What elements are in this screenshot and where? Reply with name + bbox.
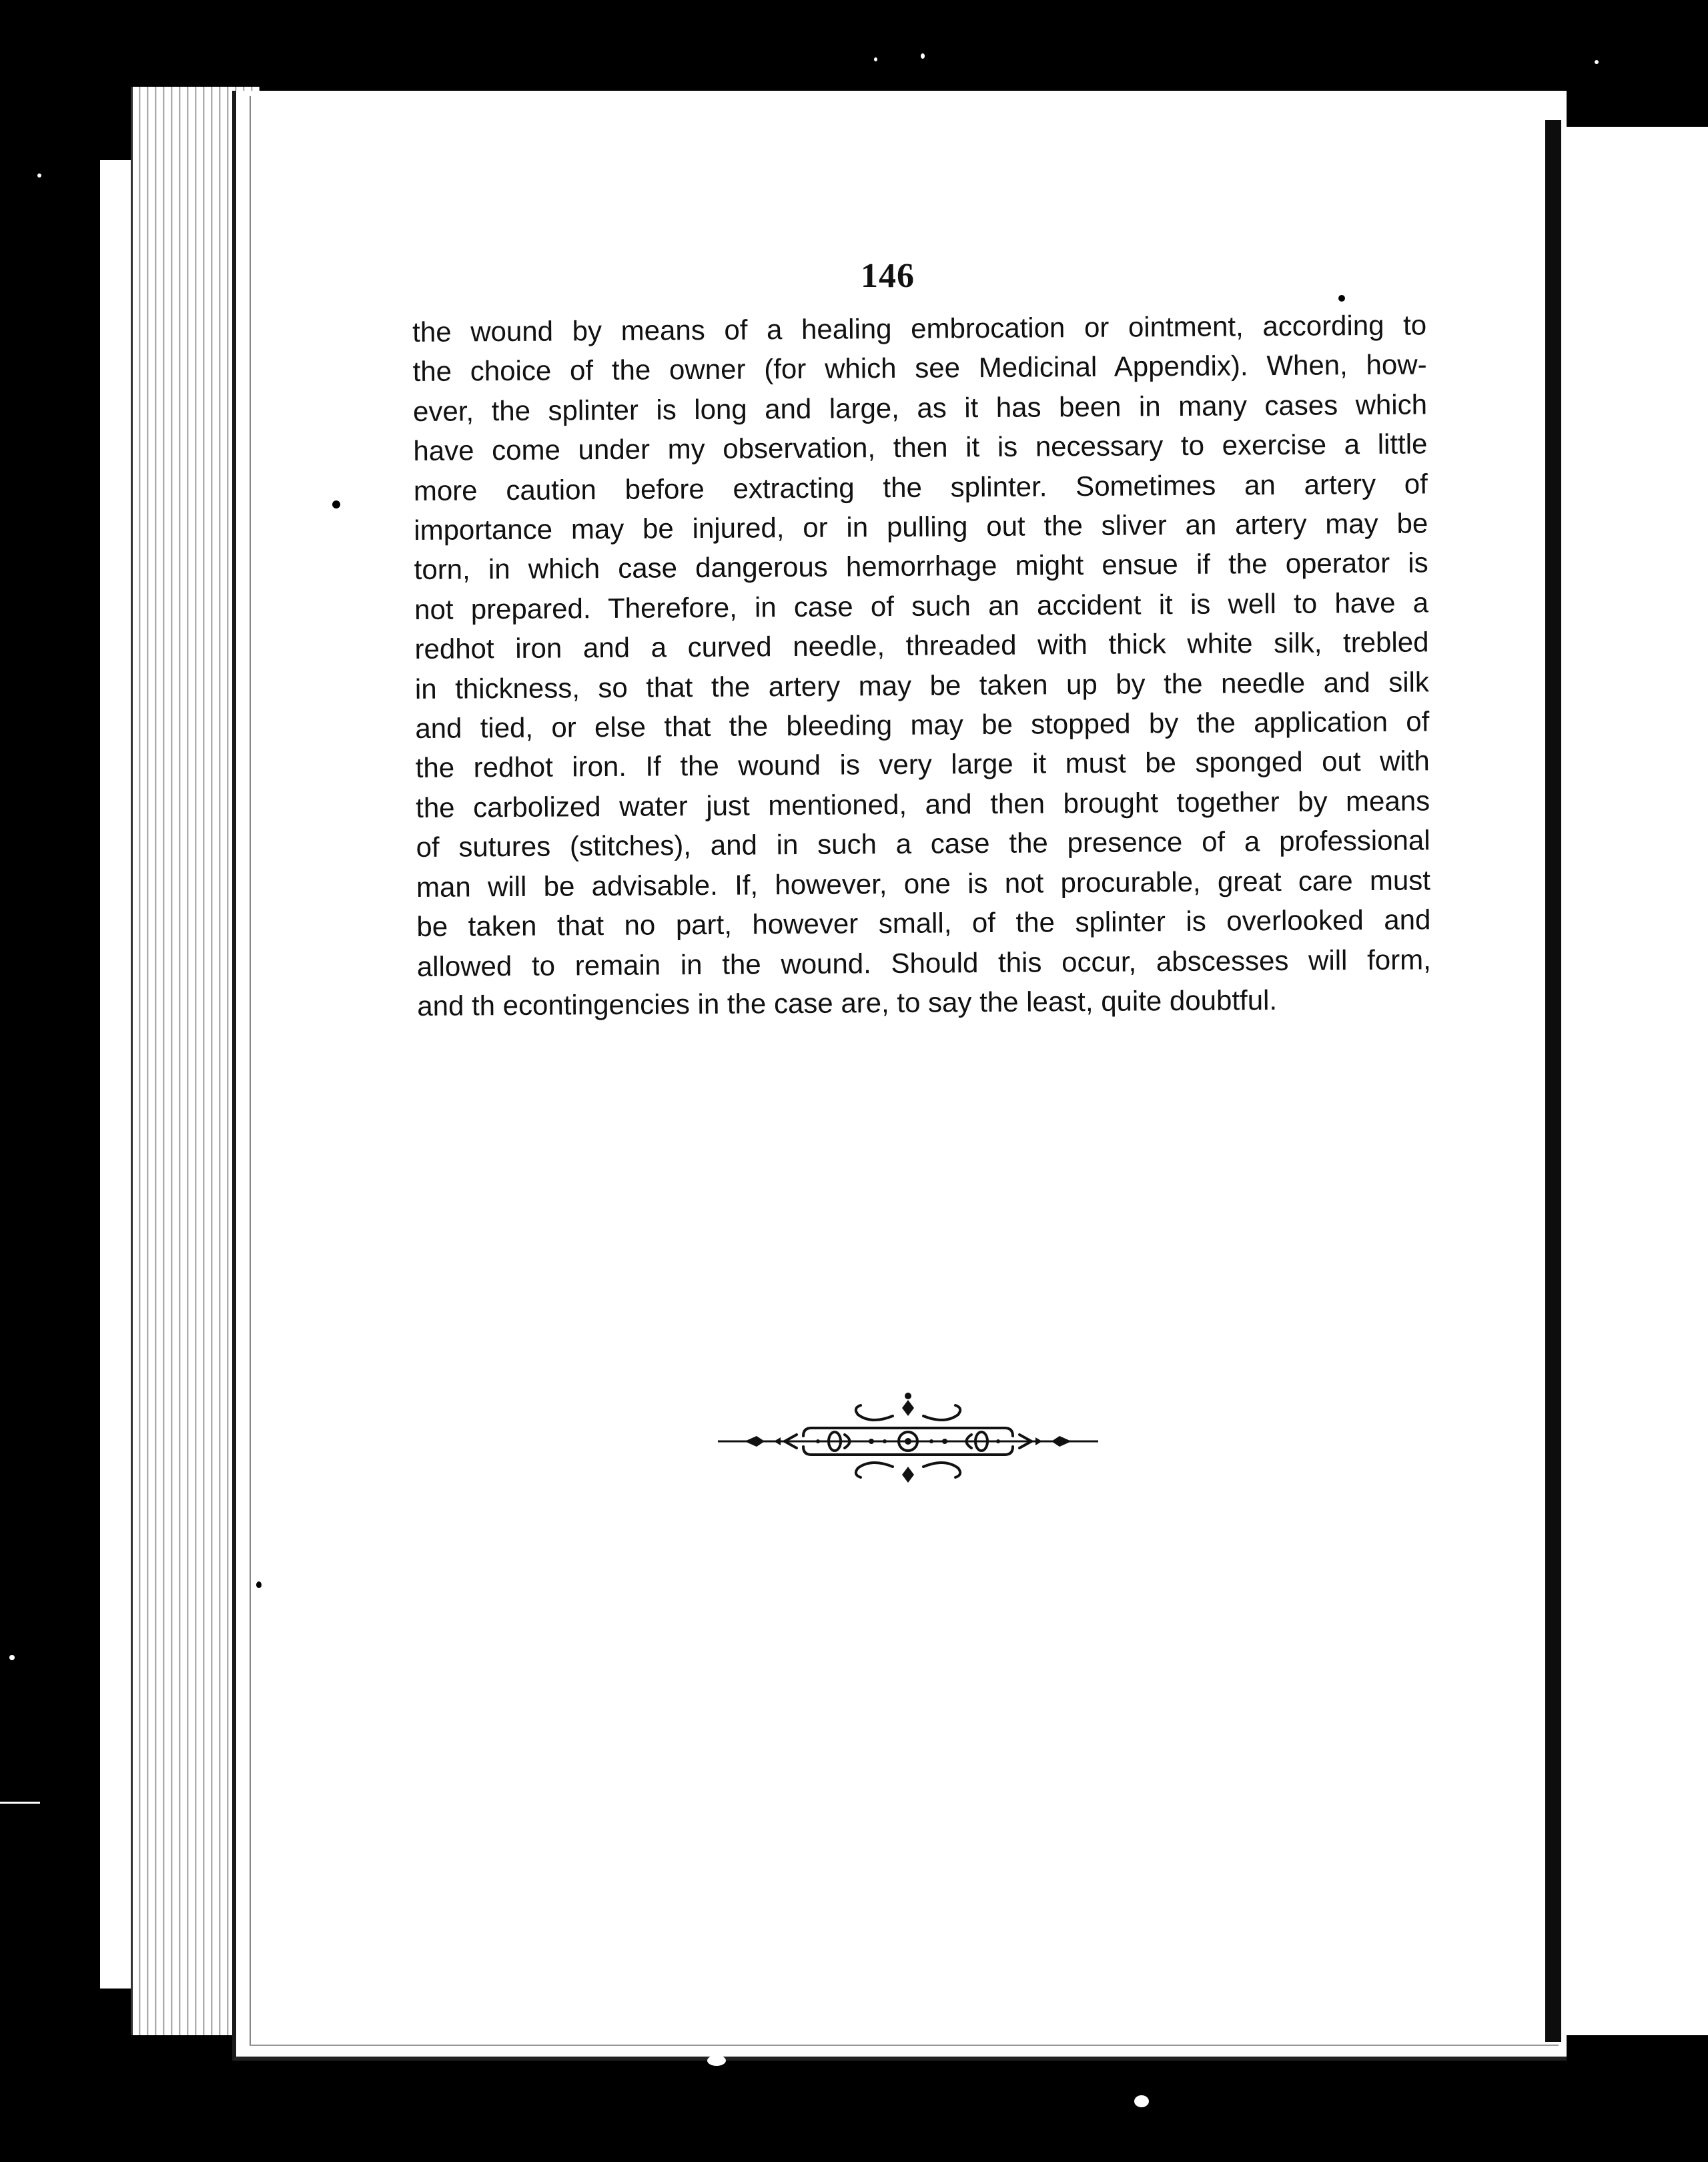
text-line: the wound by means of a healing embrocation or ointment, according to xyxy=(412,309,1427,348)
text-line: ever, the splinter is long and large, as it has been in many cases which xyxy=(412,388,1428,427)
scan-speck xyxy=(9,1655,15,1660)
scan-speck xyxy=(1134,2095,1149,2107)
body-text xyxy=(412,305,1431,1026)
text-line: not prepared. Therefore, in case of such an accident it is well to have a xyxy=(414,587,1429,625)
text-line: have come under my observation, then it is necessary to exercise a little xyxy=(413,428,1428,467)
text-line: man will be advisable. If, however, one is not procurable, great care must xyxy=(416,864,1431,903)
scan-speck xyxy=(37,173,41,177)
text-line: importance may be injured, or in pulling out the sliver an artery may be xyxy=(414,507,1428,547)
text-line: and tied, or else that the bleeding may be stopped by the application of xyxy=(415,705,1430,745)
text-line: the carbolized water just mentioned, and then brought together by means xyxy=(416,785,1430,823)
text-line: in thickness, so that the artery may be taken up by the needle and silk xyxy=(414,666,1430,705)
scan-speck xyxy=(1595,60,1599,64)
scan-speck xyxy=(600,2049,612,2055)
scan-speck xyxy=(256,1581,262,1588)
text-line: of sutures (stitches), and in such a case the presence of a professional xyxy=(416,824,1430,863)
text-line: torn, in which case dangerous hemorrhage might ensue if the operator is xyxy=(414,547,1428,586)
text-line: redhot iron and a curved needle, threaded with thick white silk, trebled xyxy=(414,626,1429,665)
page-number: 146 xyxy=(861,257,915,295)
text-line: more caution before extracting the splinter. Sometimes an artery of xyxy=(413,468,1428,506)
scan-speck xyxy=(921,53,925,59)
typographic-ornament-icon xyxy=(718,1388,1098,1495)
facing-page-edge xyxy=(1561,127,1708,2035)
text-line: and th econtingencies in the case are, to say the least, quite doubtful. xyxy=(417,984,1278,1022)
scan-speck xyxy=(874,57,877,61)
text-line: the redhot iron. If the wound is very large it must be sponged out with xyxy=(415,745,1430,784)
scan-speck xyxy=(0,1802,40,1804)
text-line: allowed to remain in the wound. Should this occur, abscesses will form, xyxy=(416,943,1431,982)
scan-speck xyxy=(1338,295,1345,302)
binding-gutter xyxy=(1545,120,1561,2042)
text-line: be taken that no part, however small, of the splinter is overlooked and xyxy=(416,904,1431,943)
scan-speck xyxy=(332,500,340,508)
text-line: the choice of the owner (for which see Medicinal Appendix). When, how- xyxy=(412,348,1427,388)
scan-speck xyxy=(707,2055,726,2066)
